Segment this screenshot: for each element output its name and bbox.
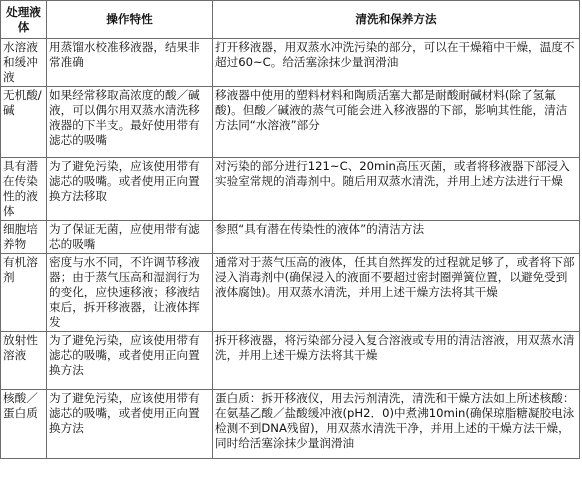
table-row: [1, 87, 580, 158]
operation-cell: 为了保证无菌，应使用带有滤芯的吸嘴: [47, 221, 213, 254]
liquid-cell: 水溶液和缓冲液: [1, 39, 47, 87]
liquid-cell: 放射性溶液: [1, 332, 47, 390]
table-row: [1, 158, 580, 221]
table-row: [1, 221, 580, 254]
cleaning-cell: 通常对于蒸气压高的液体，任其自然挥发的过程就足够了，或者将下部浸入消毒剂中(确保浸入的液面不要超过密封圈弹簧位置，以避免受到液体腐蚀)。用双蒸水清洗，并用上述干燥方法将其干燥: [213, 254, 580, 332]
cleaning-cell: 参照“具有潜在传染性的液体”的清洁方法: [213, 221, 580, 254]
table-row: [1, 39, 580, 87]
operation-cell: 如果经常移取高浓度的酸／碱液，可以偶尔用双蒸水清洗移液器的下半支。最好使用带有滤芯的吸嘴: [47, 87, 213, 158]
liquid-cell: 有机溶剂: [1, 254, 47, 332]
liquid-cell: 具有潜在传染性的液体: [1, 158, 47, 221]
cleaning-cell: 移液器中使用的塑料材料和陶质活塞大都是耐酸耐碱材料(除了氢氟酸)。但酸／碱液的蒸气可能会进入移液器的下部，影响其性能，清洁方法同“水溶液”部分: [213, 87, 580, 158]
operation-cell: 为了避免污染，应该使用带有滤芯的吸嘴，或者使用正向置换方法: [47, 332, 213, 390]
header-operation: 操作特性: [47, 1, 213, 39]
table-row: [1, 332, 580, 390]
cleaning-cell: 拆开移液器，将污染部分浸入复合溶液或专用的清洁溶液，用双蒸水清洗，并用上述干燥方法将其干燥: [213, 332, 580, 390]
liquid-cell: 细胞培养物: [1, 221, 47, 254]
operation-cell: 为了避免污染，应该使用带有滤芯的吸嘴，或者使用正向置换方法: [47, 390, 213, 459]
liquid-cell: 无机酸/碱: [1, 87, 47, 158]
operation-cell: 密度与水不同，不许调节移液器；由于蒸气压高和湿润行为的变化，应快速移液；移液结束后，拆开移液器，让液体挥发: [47, 254, 213, 332]
header-cleaning: 清洗和保养方法: [213, 1, 580, 39]
cleaning-cell: 蛋白质：拆开移液仪，用去污剂清洗，清洗和干燥方法如上所述核酸：在氨基乙酸／盐酸缓冲液(pH2．0)中煮沸10min(确保琼脂糖凝胶电泳检测不到DNA残留)，用双蒸水清洗干净，并用上述的干燥方法干燥，同时给活塞涂抹少量润滑油: [213, 390, 580, 459]
table-row: [1, 390, 580, 459]
operation-cell: 为了避免污染，应该使用带有滤芯的吸嘴。或者使用正向置换方法移取: [47, 158, 213, 221]
header-liquid: 处理液体: [1, 1, 47, 39]
table-row: [1, 254, 580, 332]
operation-cell: 用蒸馏水校准移液器，结果非常准确: [47, 39, 213, 87]
liquid-cell: 核酸／蛋白质: [1, 390, 47, 459]
cleaning-cell: 对污染的部分进行121~C、20min高压灭菌，或者将移液器下部浸入实验室常规的消毒剂中。随后用双蒸水清洗，并用上述方法进行干燥: [213, 158, 580, 221]
cleaning-cell: 打开移液器，用双蒸水冲洗污染的部分，可以在干燥箱中干燥，温度不超过60~C。给活塞涂抹少量润滑油: [213, 39, 580, 87]
